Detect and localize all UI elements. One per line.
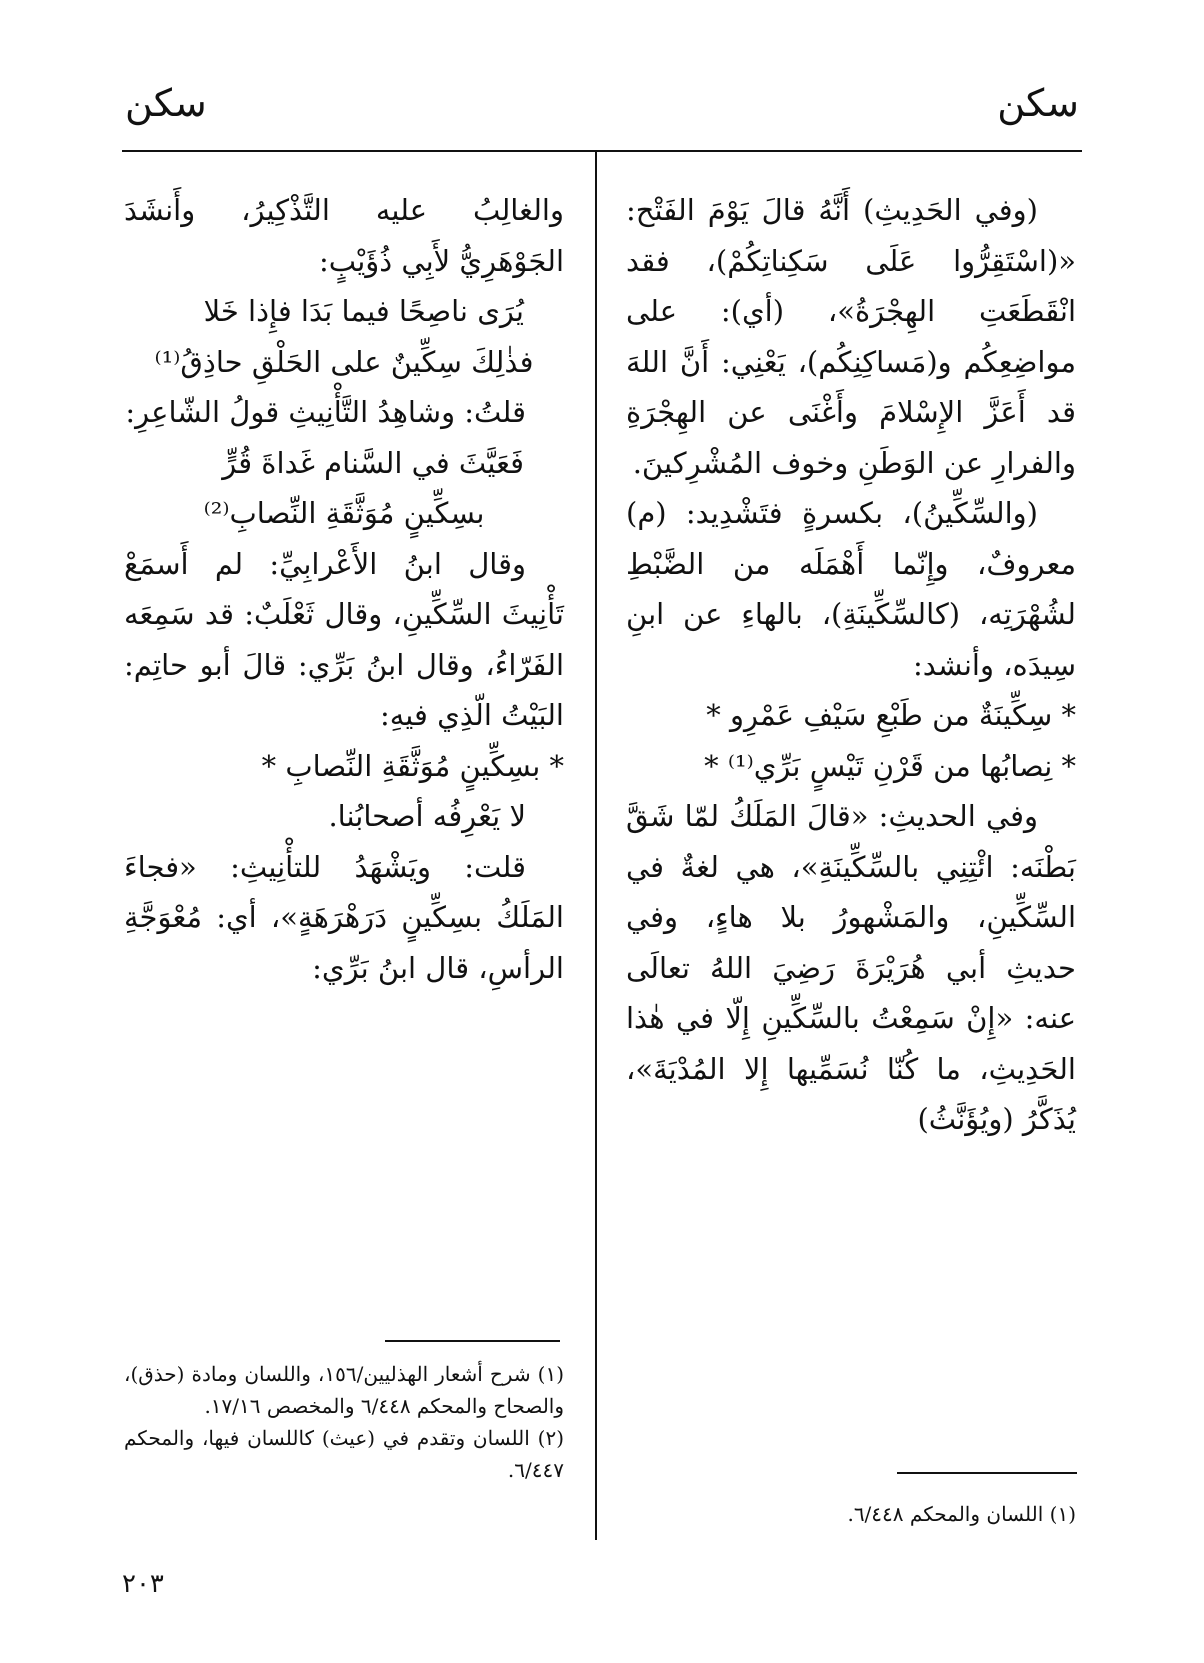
verse-line: * نِصابُها من قَرْنِ تَيْسٍ بَرِّي⁽¹⁾ * bbox=[704, 748, 1076, 783]
paragraph-sikkin-definition: (والسِّكِّينُ)، بكسرةٍ فتَشْدِيد: (م) معروفٌ، وإِنّما أَهْمَلَه من الضَّبْطِ لشُهْرَتِه، (كالسِّكِّينَةِ)، بالهاءِ عن ابنِ سِيدَه، وأنشد: bbox=[626, 496, 1076, 682]
left-column bbox=[124, 185, 564, 993]
paragraph-hadith-fath: (وفي الحَدِيثِ) أَنَّهُ قالَ يَوْمَ الفَتْح: «(اسْتَقِرُّوا عَلَى سَكِناتِكُمْ)، فقد انْقَطَعَتِ الهِجْرَةُ»، (أي): على مواضِعِكُم و(مَساكِنِكُم)، يَعْنِي: أَنَّ اللهَ قد أَعَزَّ الإِسْلامَ وأَغْنَى عن الهِجْرَةِ والفرارِ عن الوَطَنِ وخوف المُشْرِكينَ. bbox=[626, 193, 1076, 480]
right-column bbox=[626, 185, 1076, 1145]
footnote-rule-right bbox=[897, 1472, 1077, 1474]
page-number: ٢٠٣ bbox=[122, 1569, 164, 1599]
footnote-rule-left bbox=[385, 1340, 560, 1342]
header-entry-word-right: سكن bbox=[997, 81, 1079, 125]
verse-line: يُرَى ناصِحًا فيما بَدَا فإِذا خَلا bbox=[203, 294, 524, 328]
verse-line: فَعَيَّثَ في السَّنام غَداةَ قُرٍّ bbox=[222, 445, 524, 480]
footnote: (١) اللسان والمحكم ٦/٤٤٨. bbox=[847, 1502, 1076, 1526]
paragraph-ashabuna: لا يَعْرِفُه أصحابُنا. bbox=[328, 799, 526, 833]
verse-line: * سِكِّينَةٌ من طَبْعِ سَيْفِ عَمْرِو * bbox=[706, 698, 1076, 732]
paragraph-ibn-arabi: وقال ابنُ الأَعْرابِيِّ: لم أَسمَعْ تَأْنِيثَ السِّكِّينِ، وقال ثَعْلَبٌ: قد سَمِعَه الفَرّاءُ، وقال ابنُ بَرِّي: قالَ أبو حاتِم: البَيْتُ الّذِي فيهِ: bbox=[124, 546, 564, 732]
header-rule bbox=[122, 150, 1082, 152]
footnotes-left bbox=[124, 1358, 564, 1486]
header-entry-word-left: سكن bbox=[125, 81, 207, 125]
verse-line: * بسِكِّينٍ مُوَثَّقَةِ النِّصابِ * bbox=[261, 748, 564, 783]
footnote: (١) شرح أشعار الهذليين/١٥٦، واللسان ومادة (حذق)، والصحاح والمحكم ٦/٤٤٨ والمخصص ١٧/١٦. bbox=[124, 1362, 564, 1418]
paragraph-tanith: قلتُ: وشاهِدُ التَّأْنِيثِ قولُ الشّاعِرِ: bbox=[125, 395, 526, 429]
verse-line: بسِكِّينٍ مُوَثَّقَةِ النِّصابِ⁽²⁾ bbox=[203, 496, 485, 530]
footnote: (٢) اللسان وتقدم في (عيث) كاللسان فيها، والمحكم ٦/٤٤٧. bbox=[124, 1426, 564, 1482]
column-divider bbox=[595, 150, 597, 1540]
paragraph-tadhkir: والغالِبُ عليه التَّذْكِيرُ، وأَنشَدَ الجَوْهَرِيُّ لأَبِي ذُؤَيْبٍ: bbox=[124, 193, 564, 278]
footnotes-right bbox=[626, 1498, 1076, 1530]
verse-line: فذٰلِكَ سِكِّينٌ على الحَلْقِ حاذِقُ⁽¹⁾ bbox=[154, 344, 534, 379]
paragraph-hadith-malak: وفي الحديثِ: «قالَ المَلَكُ لمّا شَقَّ بَطْنَه: ائْتِنِي بالسِّكِّينَةِ»، هي لغةٌ في السِّكِّينِ، والمَشْهورُ بلا هاءٍ، وفي حديثِ أبي هُرَيْرَةَ رَضِيَ اللهُ تعالَى عنه: «إِنْ سَمِعْتُ بالسِّكِّينِ إِلّا في هٰذا الحَدِيثِ، ما كُنّا نُسَمِّيها إِلا المُدْيَةَ»، يُذَكَّرُ (ويُؤَنَّثُ) bbox=[626, 799, 1076, 1136]
paragraph-darahraha: قلت: ويَشْهَدُ للتأْنِيثِ: «فجاءَ المَلَكُ بسِكِّينٍ دَرَهْرَهَةٍ»، أي: مُعْوَجَّةِ الرأسِ، قال ابنُ بَرِّي: bbox=[124, 849, 564, 985]
